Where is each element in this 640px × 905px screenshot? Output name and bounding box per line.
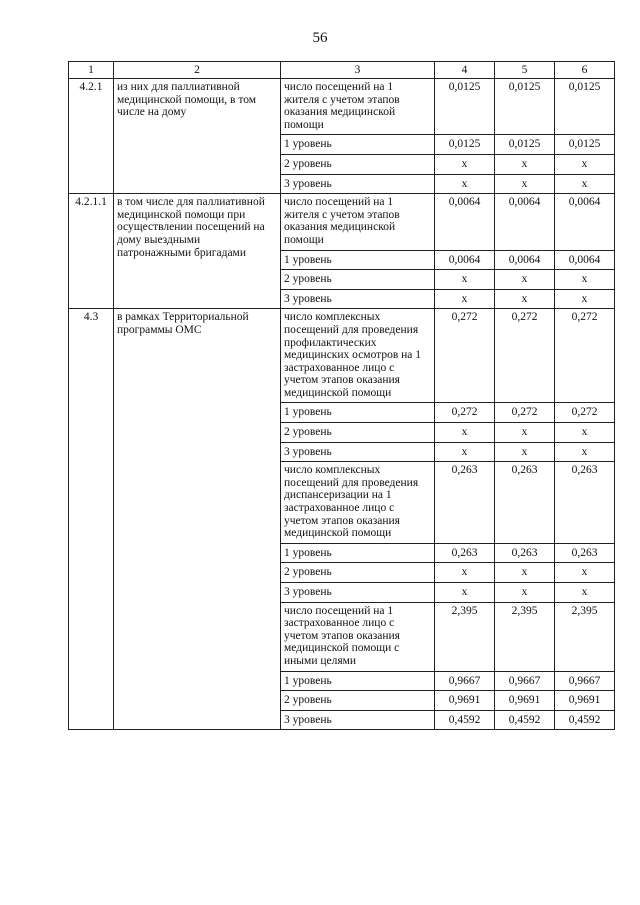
- indicator-cell: 3 уровень: [281, 710, 435, 730]
- row-name: в рамках Территориальной программы ОМС: [114, 309, 281, 730]
- indicator-cell: 3 уровень: [281, 583, 435, 603]
- value-cell: 2,395: [555, 602, 615, 671]
- value-cell: 0,263: [435, 462, 495, 544]
- value-cell: 0,0125: [435, 135, 495, 155]
- table-header-row: [69, 62, 615, 79]
- indicator-cell: 2 уровень: [281, 691, 435, 711]
- row-code: 4.2.1.1: [69, 194, 114, 309]
- indicator-cell: число комплексных посещений для проведения профилактических медицинских осмотров на 1 застрахованное лицо с учетом этапов оказания медицинской помощи: [281, 309, 435, 403]
- value-cell: 0,4592: [435, 710, 495, 730]
- column-header: 6: [555, 62, 615, 79]
- value-cell: х: [495, 270, 555, 290]
- value-cell: 0,9667: [495, 671, 555, 691]
- value-cell: х: [555, 270, 615, 290]
- value-cell: 0,0125: [555, 135, 615, 155]
- value-cell: 0,9667: [435, 671, 495, 691]
- value-cell: 0,0064: [555, 194, 615, 250]
- value-cell: х: [555, 289, 615, 309]
- indicator-cell: 2 уровень: [281, 154, 435, 174]
- indicator-cell: 1 уровень: [281, 135, 435, 155]
- value-cell: х: [435, 563, 495, 583]
- column-header: 5: [495, 62, 555, 79]
- value-cell: 0,0125: [555, 79, 615, 135]
- value-cell: х: [555, 442, 615, 462]
- indicator-cell: 1 уровень: [281, 543, 435, 563]
- value-cell: х: [435, 423, 495, 443]
- value-cell: 0,0064: [495, 194, 555, 250]
- value-cell: х: [495, 174, 555, 194]
- value-cell: х: [435, 289, 495, 309]
- indicator-cell: 1 уровень: [281, 671, 435, 691]
- indicator-cell: 2 уровень: [281, 270, 435, 290]
- indicator-cell: 1 уровень: [281, 403, 435, 423]
- value-cell: 0,272: [435, 309, 495, 403]
- value-cell: 0,9691: [555, 691, 615, 711]
- column-header: 3: [281, 62, 435, 79]
- value-cell: 0,9667: [555, 671, 615, 691]
- value-cell: 0,272: [555, 403, 615, 423]
- value-cell: х: [495, 583, 555, 603]
- value-cell: 0,9691: [495, 691, 555, 711]
- indicator-cell: 3 уровень: [281, 174, 435, 194]
- value-cell: 2,395: [495, 602, 555, 671]
- indicator-cell: число посещений на 1 жителя с учетом этапов оказания медицинской помощи: [281, 79, 435, 135]
- value-cell: 0,263: [435, 543, 495, 563]
- value-cell: х: [435, 174, 495, 194]
- value-cell: 0,263: [555, 543, 615, 563]
- indicator-cell: 2 уровень: [281, 563, 435, 583]
- value-cell: х: [555, 583, 615, 603]
- column-header: 4: [435, 62, 495, 79]
- indicator-cell: 2 уровень: [281, 423, 435, 443]
- value-cell: х: [495, 563, 555, 583]
- column-header: 1: [69, 62, 114, 79]
- value-cell: 0,0125: [495, 79, 555, 135]
- value-cell: х: [555, 563, 615, 583]
- table-row: [69, 79, 615, 135]
- value-cell: 0,263: [495, 543, 555, 563]
- value-cell: х: [495, 442, 555, 462]
- table-row: [69, 309, 615, 403]
- row-code: 4.3: [69, 309, 114, 730]
- row-name: из них для паллиативной медицинской помощи, в том числе на дому: [114, 79, 281, 194]
- indicators-table: [68, 61, 615, 730]
- value-cell: 0,272: [555, 309, 615, 403]
- value-cell: х: [435, 270, 495, 290]
- value-cell: 0,272: [495, 309, 555, 403]
- value-cell: 0,4592: [495, 710, 555, 730]
- value-cell: 0,263: [555, 462, 615, 544]
- value-cell: х: [555, 174, 615, 194]
- value-cell: х: [435, 154, 495, 174]
- value-cell: 0,9691: [435, 691, 495, 711]
- value-cell: х: [495, 423, 555, 443]
- indicator-cell: 3 уровень: [281, 289, 435, 309]
- value-cell: 0,0064: [555, 250, 615, 270]
- value-cell: 0,0064: [495, 250, 555, 270]
- value-cell: 2,395: [435, 602, 495, 671]
- indicator-cell: число комплексных посещений для проведения диспансеризации на 1 застрахованное лицо с учетом этапов оказания медицинской помощи: [281, 462, 435, 544]
- indicator-cell: число посещений на 1 застрахованное лицо с учетом этапов оказания медицинской помощи с иными целями: [281, 602, 435, 671]
- row-code: 4.2.1: [69, 79, 114, 194]
- value-cell: х: [495, 154, 555, 174]
- value-cell: х: [555, 154, 615, 174]
- value-cell: х: [435, 442, 495, 462]
- indicator-cell: 3 уровень: [281, 442, 435, 462]
- value-cell: 0,0064: [435, 250, 495, 270]
- value-cell: 0,4592: [555, 710, 615, 730]
- indicator-cell: 1 уровень: [281, 250, 435, 270]
- value-cell: х: [555, 423, 615, 443]
- value-cell: х: [435, 583, 495, 603]
- value-cell: 0,0064: [435, 194, 495, 250]
- value-cell: 0,0125: [435, 79, 495, 135]
- page-number: 56: [312, 30, 328, 46]
- table-row: [69, 194, 615, 250]
- value-cell: 0,0125: [495, 135, 555, 155]
- value-cell: х: [495, 289, 555, 309]
- indicator-cell: число посещений на 1 жителя с учетом этапов оказания медицинской помощи: [281, 194, 435, 250]
- row-name: в том числе для паллиативной медицинской помощи при осуществлении посещений на дому выездными патронажными бригадами: [114, 194, 281, 309]
- value-cell: 0,272: [495, 403, 555, 423]
- column-header: 2: [114, 62, 281, 79]
- value-cell: 0,263: [495, 462, 555, 544]
- value-cell: 0,272: [435, 403, 495, 423]
